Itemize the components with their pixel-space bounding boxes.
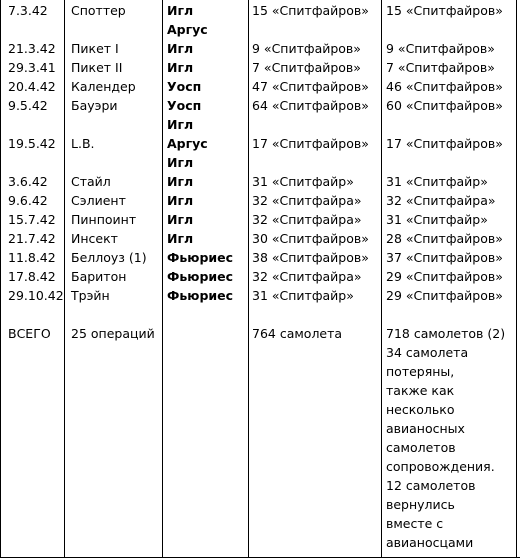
carrier-name: Фьюриес	[167, 250, 234, 265]
aircraft-arrived: 32 «Спитфайра»	[386, 193, 496, 208]
carrier-name: Уосп	[167, 98, 202, 113]
total-arrived-line: вместе с	[386, 516, 444, 531]
operation-name: Баритон	[71, 269, 127, 284]
table-border-left	[0, 0, 1, 557]
table-border-bottom	[0, 557, 520, 558]
operation-date: 19.5.42	[8, 136, 56, 151]
aircraft-sent: 32 «Спитфайра»	[252, 269, 362, 284]
operation-name: Стайл	[71, 174, 111, 189]
aircraft-sent: 47 «Спитфайров»	[252, 79, 369, 94]
total-operations: 25 операций	[71, 326, 155, 341]
aircraft-arrived: 29 «Спитфайров»	[386, 288, 503, 303]
operation-date: 7.3.42	[8, 3, 48, 18]
carrier-name: Аргус	[167, 22, 208, 37]
total-arrived-line: сопровождения.	[386, 459, 495, 474]
total-arrived-line: несколько	[386, 402, 455, 417]
operation-date: 15.7.42	[8, 212, 56, 227]
aircraft-arrived: 37 «Спитфайров»	[386, 250, 503, 265]
aircraft-sent: 38 «Спитфайров»	[252, 250, 369, 265]
total-arrived-line: авианосцами	[386, 535, 474, 550]
carrier-name: Игл	[167, 155, 194, 170]
operation-date: 21.7.42	[8, 231, 56, 246]
operation-name: Беллоуз (1)	[71, 250, 147, 265]
carrier-name: Аргус	[167, 136, 208, 151]
operation-date: 9.5.42	[8, 98, 48, 113]
operation-name: Споттер	[71, 3, 126, 18]
carrier-name: Игл	[167, 174, 194, 189]
total-arrived-line: авианосных	[386, 421, 465, 436]
carrier-name: Фьюриес	[167, 288, 234, 303]
aircraft-arrived: 7 «Спитфайров»	[386, 60, 495, 75]
total-arrived-line: самолетов	[386, 440, 456, 455]
operation-date: 29.3.41	[8, 60, 56, 75]
aircraft-sent: 32 «Спитфайра»	[252, 212, 362, 227]
aircraft-sent: 32 «Спитфайра»	[252, 193, 362, 208]
carrier-name: Игл	[167, 41, 194, 56]
operation-date: 29.10.42	[8, 288, 64, 303]
aircraft-arrived: 60 «Спитфайров»	[386, 98, 503, 113]
aircraft-arrived: 17 «Спитфайров»	[386, 136, 503, 151]
carrier-name: Игл	[167, 193, 194, 208]
carrier-name: Игл	[167, 3, 194, 18]
carrier-name: Игл	[167, 60, 194, 75]
total-label: ВСЕГО	[8, 326, 51, 341]
total-sent: 764 самолета	[252, 326, 343, 341]
aircraft-sent: 9 «Спитфайров»	[252, 41, 361, 56]
total-arrived-line: 34 самолета	[386, 345, 469, 360]
aircraft-sent: 31 «Спитфайр»	[252, 174, 354, 189]
table-border-right	[516, 0, 517, 557]
operation-date: 9.6.42	[8, 193, 48, 208]
aircraft-sent: 64 «Спитфайров»	[252, 98, 369, 113]
total-arrived-line: также как	[386, 383, 455, 398]
operation-name: Пикет II	[71, 60, 123, 75]
aircraft-arrived: 46 «Спитфайров»	[386, 79, 503, 94]
aircraft-sent: 17 «Спитфайров»	[252, 136, 369, 151]
operation-name: L.B.	[71, 136, 95, 151]
carrier-name: Игл	[167, 212, 194, 227]
total-arrived-line: потеряны,	[386, 364, 455, 379]
total-arrived-line: вернулись	[386, 497, 455, 512]
column-divider	[381, 0, 382, 557]
operation-date: 20.4.42	[8, 79, 56, 94]
aircraft-sent: 30 «Спитфайров»	[252, 231, 369, 246]
carrier-name: Фьюриес	[167, 269, 234, 284]
aircraft-sent: 15 «Спитфайров»	[252, 3, 369, 18]
aircraft-arrived: 28 «Спитфайров»	[386, 231, 503, 246]
aircraft-arrived: 29 «Спитфайров»	[386, 269, 503, 284]
total-arrived-line: 718 самолетов (2)	[386, 326, 506, 341]
operation-name: Инсект	[71, 231, 118, 246]
aircraft-sent: 31 «Спитфайр»	[252, 288, 354, 303]
aircraft-sent: 7 «Спитфайров»	[252, 60, 361, 75]
operation-name: Сэлиент	[71, 193, 126, 208]
operation-name: Пинпоинт	[71, 212, 137, 227]
operation-name: Пикет I	[71, 41, 119, 56]
operation-name: Трэйн	[71, 288, 110, 303]
aircraft-arrived: 15 «Спитфайров»	[386, 3, 503, 18]
carrier-name: Уосп	[167, 79, 202, 94]
operation-date: 3.6.42	[8, 174, 48, 189]
operation-date: 17.8.42	[8, 269, 56, 284]
carrier-name: Игл	[167, 231, 194, 246]
aircraft-arrived: 9 «Спитфайров»	[386, 41, 495, 56]
column-divider	[64, 0, 65, 557]
aircraft-arrived: 31 «Спитфайр»	[386, 212, 488, 227]
aircraft-arrived: 31 «Спитфайр»	[386, 174, 488, 189]
column-divider	[162, 0, 163, 557]
operation-date: 11.8.42	[8, 250, 56, 265]
total-arrived-line: 12 самолетов	[386, 478, 476, 493]
operation-name: Бауэри	[71, 98, 118, 113]
carrier-name: Игл	[167, 117, 194, 132]
operation-date: 21.3.42	[8, 41, 56, 56]
column-divider	[248, 0, 249, 557]
operation-name: Календер	[71, 79, 136, 94]
